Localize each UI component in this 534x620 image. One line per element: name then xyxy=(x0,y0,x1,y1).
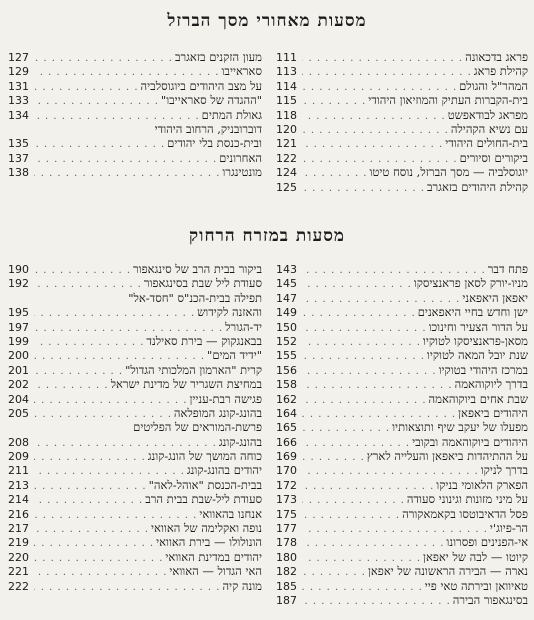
toc-entry-page-number: 162 xyxy=(276,392,297,406)
toc-entry-page-number: 222 xyxy=(8,579,29,593)
leader-dots xyxy=(34,264,133,278)
toc-entry xyxy=(276,305,528,319)
toc-entry xyxy=(8,122,262,136)
toc-entry-title: נופה ואקלימה של האוואי xyxy=(151,521,262,536)
toc-entry-page-number: 115 xyxy=(276,94,297,108)
toc-entry-title: הר-פיוג'י xyxy=(489,521,528,536)
toc-entry-title: הונולולו — בירת האוואי xyxy=(156,535,262,550)
toc-entry-title: יהודים במדינת האוואי xyxy=(165,549,262,564)
leader-dots xyxy=(302,509,402,523)
toc-entry-title: סאראייבו xyxy=(221,64,262,79)
toc-entry-page-number: 122 xyxy=(276,151,297,165)
leader-dots xyxy=(34,379,111,393)
toc-entry-page-number: 217 xyxy=(8,522,29,536)
toc-entry-page-number: 152 xyxy=(276,334,297,348)
toc-entry-title: היהודים ביוקוהאמה ובקובי xyxy=(412,434,528,449)
toc-entry xyxy=(8,136,262,150)
toc-entry-page-number: 175 xyxy=(276,507,297,521)
toc-entry xyxy=(276,564,528,578)
toc-entry-title: מניו-יורק לסאן פראנציסקו xyxy=(413,276,528,291)
toc-entry-title: מפראג לבודאפשט xyxy=(447,107,528,122)
leader-dots xyxy=(34,95,161,109)
toc-entry-title: בדרך ליוקוהאמה xyxy=(454,377,528,392)
toc-entry-title: אי-הפנינים ופסרונו xyxy=(446,535,528,550)
toc-entry-page-number: 120 xyxy=(276,122,297,136)
toc-entry-title: ובית-כנסת בלי יהודים xyxy=(167,136,262,151)
toc-entry-page-number: 133 xyxy=(8,94,29,108)
leader-dots xyxy=(34,494,145,508)
toc-entry xyxy=(276,180,528,194)
leader-dots xyxy=(34,451,148,465)
toc-entry-title: מסאן-פראנציסקו לטוקיו xyxy=(422,333,528,348)
toc-entry xyxy=(276,507,528,521)
toc-column-left xyxy=(8,262,262,593)
toc-entry-title: סעודת ליל שבת בסינגאפור xyxy=(143,276,262,291)
leader-dots xyxy=(302,66,474,80)
leader-dots xyxy=(302,566,368,580)
toc-entry xyxy=(8,291,262,305)
toc-entry xyxy=(276,93,528,107)
toc-entry-page-number: 219 xyxy=(8,536,29,550)
toc-entry xyxy=(276,535,528,549)
toc-entry-page-number: 213 xyxy=(8,478,29,492)
toc-entry-title: על ההתיהדות ביאפאן והעלייה לארץ xyxy=(366,449,528,464)
toc-entry-title: בבאנגקוק — בירת סאילנד xyxy=(146,333,262,348)
toc-entry-page-number: 216 xyxy=(8,507,29,521)
toc-entry xyxy=(8,550,262,564)
toc-entry xyxy=(8,348,262,362)
toc-entry-title: הפארק הלאומי בניקו xyxy=(436,477,528,492)
toc-entry xyxy=(8,478,262,492)
toc-entry-title: פגישה רבת-עניין xyxy=(189,391,262,406)
toc-entry-page-number: 164 xyxy=(276,406,297,420)
toc-entry-title: קהילת פראג xyxy=(473,64,528,79)
toc-entry xyxy=(276,392,528,406)
toc-entry-page-number: 150 xyxy=(276,320,297,334)
toc-entry-page-number: 111 xyxy=(276,51,297,64)
toc-entry-title: קהילת היהודים בזאגרב xyxy=(426,179,528,194)
section-heading-far-east: מסעות במזרח הרחוק xyxy=(189,226,345,246)
toc-entry xyxy=(8,165,262,179)
leader-dots xyxy=(302,494,407,508)
toc-entry-title: במחיצת השגריר של מדינת ישראל xyxy=(110,377,262,392)
toc-entry xyxy=(276,108,528,122)
leader-dots xyxy=(302,124,451,138)
toc-entry xyxy=(276,521,528,535)
toc-entry-page-number: 147 xyxy=(276,291,297,305)
toc-entry-page-number: 214 xyxy=(8,493,29,507)
toc-entry-title: במרכז היהודי בטוקיו xyxy=(438,362,528,377)
leader-dots xyxy=(302,350,427,364)
toc-entry-page-number: 118 xyxy=(276,108,297,122)
leader-dots xyxy=(34,552,165,566)
toc-entry xyxy=(276,363,528,377)
toc-entry-page-number: 129 xyxy=(8,65,29,79)
toc-entry-page-number: 158 xyxy=(276,378,297,392)
toc-entry-title: נארה — הבירה הראשונה של יאפאן xyxy=(367,564,528,579)
toc-entry-page-number: 172 xyxy=(276,478,297,492)
toc-entry-page-number: 208 xyxy=(8,435,29,449)
toc-entry-page-number: 113 xyxy=(276,65,297,79)
toc-entry-title: פסל הדאיבוטסו בקאמאקורה xyxy=(402,506,528,521)
toc-entry xyxy=(276,463,528,477)
toc-entry-title: קרית "הארמון המלכותי הגדול" xyxy=(125,362,262,377)
leader-dots xyxy=(302,322,429,336)
toc-entry xyxy=(8,262,262,276)
toc-entry-title: בהונג-קונג המופלאה xyxy=(173,405,262,420)
toc-entry xyxy=(276,64,528,78)
leader-dots xyxy=(302,182,427,196)
leader-dots xyxy=(302,167,369,181)
toc-entry-title: על הדור הצעיר וחינוכו xyxy=(428,319,528,334)
toc-entry xyxy=(8,320,262,334)
toc-entry xyxy=(8,507,262,521)
toc-entry-title: בית-החולים היהודי xyxy=(445,136,528,151)
toc-entry xyxy=(276,492,528,506)
toc-entry xyxy=(8,492,262,506)
toc-entry-page-number: 137 xyxy=(8,151,29,165)
toc-entry-page-number: 169 xyxy=(276,450,297,464)
toc-entry xyxy=(8,50,262,64)
leader-dots xyxy=(34,167,222,181)
toc-entry xyxy=(8,334,262,348)
toc-entry-title: ביקור בבית הרב של סינגאפור xyxy=(133,262,262,276)
toc-entry xyxy=(8,363,262,377)
toc-entry xyxy=(8,108,262,122)
toc-entry-title: גאולת המתים xyxy=(201,107,262,122)
toc-entry-title: המהר"ל והגולם xyxy=(459,78,528,93)
toc-entry-title: יהודים בהונג-קונג xyxy=(186,463,262,478)
leader-dots xyxy=(302,365,439,379)
leader-dots xyxy=(34,81,141,95)
toc-entry-page-number: 166 xyxy=(276,435,297,449)
toc-entry-title: "ההגדה של סאראייבו" xyxy=(160,93,262,108)
toc-entry-page-number: 135 xyxy=(8,137,29,151)
toc-entry xyxy=(276,334,528,348)
toc-entry xyxy=(276,406,528,420)
leader-dots xyxy=(34,394,189,408)
toc-entry-title: האי הגדול — האוואי xyxy=(169,564,262,579)
toc-entry-page-number: 185 xyxy=(276,579,297,593)
leader-dots xyxy=(34,307,197,321)
leader-dots xyxy=(302,52,465,66)
toc-entry xyxy=(8,93,262,107)
toc-entry xyxy=(8,377,262,391)
toc-entry-page-number: 209 xyxy=(8,450,29,464)
toc-entry-page-number: 114 xyxy=(276,79,297,93)
toc-entry xyxy=(8,64,262,78)
toc-entry xyxy=(276,151,528,165)
toc-entry-title: מפעלו של יעקב שיף ותוצאותיו xyxy=(392,420,528,435)
toc-entry-page-number: 190 xyxy=(8,263,29,276)
toc-entry-page-number: 202 xyxy=(8,378,29,392)
toc-entry xyxy=(8,463,262,477)
toc-entry-page-number: 195 xyxy=(8,306,29,320)
toc-entry xyxy=(276,449,528,463)
toc-entry xyxy=(276,136,528,150)
toc-entry-title: יאפאן היאפאני xyxy=(462,290,528,305)
toc-entry-title: עם נשיא הקהילה xyxy=(450,121,528,136)
toc-entry-page-number: 124 xyxy=(276,166,297,180)
toc-entry-title: ביקורים וסיורים xyxy=(459,150,528,165)
leader-dots xyxy=(302,278,414,292)
toc-entry-page-number: 155 xyxy=(276,349,297,363)
toc-entry-page-number: 192 xyxy=(8,277,29,291)
toc-entry-page-number: 182 xyxy=(276,565,297,579)
toc-entry-page-number: 138 xyxy=(8,166,29,180)
toc-entry-page-number: 197 xyxy=(8,320,29,334)
leader-dots xyxy=(302,581,425,595)
toc-entry xyxy=(276,165,528,179)
toc-entry-page-number: 180 xyxy=(276,550,297,564)
toc-entry-page-number: 134 xyxy=(8,108,29,122)
leader-dots xyxy=(34,537,156,551)
leader-dots xyxy=(34,581,222,595)
toc-entry-title: יד-הגורל xyxy=(225,319,262,334)
toc-entry-title: והאזנה לקידוש xyxy=(197,305,262,320)
toc-entry xyxy=(276,276,528,290)
toc-entry-page-number: 177 xyxy=(276,522,297,536)
toc-entry xyxy=(276,320,528,334)
toc-entry-title: האחרונים xyxy=(219,150,262,165)
leader-dots xyxy=(34,52,175,66)
toc-entry-title: בדרך לניקו xyxy=(480,463,528,478)
toc-entry-title: מונטינגרו xyxy=(222,165,262,180)
toc-entry-page-number: 199 xyxy=(8,334,29,348)
toc-entry-title: תפילה בבית-הכנ"ס "חסד-אל" xyxy=(128,290,262,305)
toc-entry-title: אנחנו בהאוואי xyxy=(199,506,262,521)
toc-entry xyxy=(8,521,262,535)
toc-entry xyxy=(8,420,262,434)
toc-entry-title: על מצב היהודים ביוגוסלביה xyxy=(140,78,262,93)
toc-entry xyxy=(276,579,528,593)
toc-entry-page-number: 211 xyxy=(8,464,29,478)
toc-entry-title: ישן וחדש בחיי היאפאנים xyxy=(417,305,528,320)
toc-entry-title: דוברובניק, הרחוב היהודי xyxy=(154,121,262,136)
leader-dots xyxy=(302,394,429,408)
toc-entry-page-number: 145 xyxy=(276,277,297,291)
toc-entry-title: פתח דבר xyxy=(487,262,528,276)
toc-entry-title: מעון הזקנים בזאגרב xyxy=(174,50,262,64)
toc-column-left xyxy=(8,50,262,180)
toc-entry-page-number: 204 xyxy=(8,392,29,406)
toc-entry xyxy=(8,276,262,290)
toc-entry-page-number: 173 xyxy=(276,493,297,507)
toc-entry xyxy=(8,151,262,165)
toc-column-right xyxy=(276,50,528,194)
leader-dots xyxy=(34,336,146,350)
leader-dots xyxy=(34,566,169,580)
toc-entry-title: על מיני מזונות וגינוני סעודה xyxy=(406,492,528,507)
toc-entry xyxy=(276,593,528,607)
toc-entry-title: בסינגאפור הבירה xyxy=(452,592,528,607)
toc-entry xyxy=(8,449,262,463)
toc-entry xyxy=(276,478,528,492)
leader-dots xyxy=(34,138,167,152)
toc-entry xyxy=(276,122,528,136)
toc-entry-page-number: 156 xyxy=(276,363,297,377)
toc-entry-page-number: 125 xyxy=(276,180,297,194)
toc-entry xyxy=(276,435,528,449)
leader-dots xyxy=(302,95,368,109)
section-heading-iron-curtain: מסעות מאחורי מסך הברזל xyxy=(167,11,367,31)
toc-entry xyxy=(276,420,528,434)
toc-entry-title: טאיוואן ובירתה טאי פיי xyxy=(424,578,528,593)
toc-entry-page-number: 221 xyxy=(8,565,29,579)
toc-entry xyxy=(276,50,528,64)
toc-entry-page-number: 170 xyxy=(276,464,297,478)
toc-entry xyxy=(8,579,262,593)
toc-entry xyxy=(276,79,528,93)
toc-entry-page-number: 201 xyxy=(8,363,29,377)
toc-entry-page-number: 178 xyxy=(276,536,297,550)
toc-entry-title: קיוטו — לבה של יאפאן xyxy=(423,549,528,564)
toc-entry-title: שבת אחים ביוקוהאמה xyxy=(428,391,528,406)
toc-entry-title: פראג בדכאונה xyxy=(465,50,528,64)
toc-entry-page-number: 165 xyxy=(276,421,297,435)
toc-entry-title: פרשת-המוראים של הפליטים xyxy=(133,420,262,435)
leader-dots xyxy=(34,153,219,167)
toc-entry-page-number: 121 xyxy=(276,137,297,151)
toc-entry xyxy=(276,291,528,305)
toc-entry-title: מונה קיה xyxy=(222,578,262,593)
leader-dots xyxy=(302,138,445,152)
leader-dots xyxy=(34,523,151,537)
toc-entry-page-number: 143 xyxy=(276,263,297,276)
leader-dots xyxy=(302,307,418,321)
toc-entry xyxy=(276,262,528,276)
toc-entry-page-number: 127 xyxy=(8,51,29,64)
toc-entry xyxy=(8,79,262,93)
toc-entry-title: בית-הקברות העתיק והמוזיאון היהודי xyxy=(368,93,528,108)
toc-column-right xyxy=(276,262,528,607)
toc-entry-title: שנת יובל המאה לטוקיו xyxy=(426,348,528,363)
toc-entry-page-number: 149 xyxy=(276,306,297,320)
toc-entry-page-number: 187 xyxy=(276,593,297,607)
toc-entry-title: סעודת ליל-שבת בבית הרב xyxy=(145,492,262,507)
toc-entry-page-number: 205 xyxy=(8,406,29,420)
leader-dots xyxy=(302,451,367,465)
toc-entry xyxy=(8,406,262,420)
toc-entry xyxy=(8,305,262,319)
toc-entry-title: היהודים ביאפאן xyxy=(458,405,528,420)
toc-entry-page-number: 220 xyxy=(8,550,29,564)
toc-entry-page-number: 131 xyxy=(8,79,29,93)
toc-entry xyxy=(8,564,262,578)
toc-entry-title: יוגוסלביה — מסך הברזל, נוסח טיטו xyxy=(369,165,528,180)
leader-dots xyxy=(302,422,392,436)
leader-dots xyxy=(302,595,453,609)
toc-entry-title: "ידיד המים" xyxy=(207,348,262,363)
toc-entry xyxy=(276,348,528,362)
leader-dots xyxy=(34,480,149,494)
toc-entry-title: כוחה המושך של הונג-קונג xyxy=(147,449,262,464)
leader-dots xyxy=(302,110,448,124)
toc-entry xyxy=(8,435,262,449)
leader-dots xyxy=(302,336,423,350)
toc-entry-page-number: 200 xyxy=(8,349,29,363)
toc-entry-title: בהונג-קונג xyxy=(218,434,262,449)
toc-entry xyxy=(276,377,528,391)
toc-entry xyxy=(276,550,528,564)
toc-entry xyxy=(8,535,262,549)
toc-entry-title: בבית-הכנסת "אוהל-לאה" xyxy=(148,477,262,492)
toc-entry xyxy=(8,392,262,406)
